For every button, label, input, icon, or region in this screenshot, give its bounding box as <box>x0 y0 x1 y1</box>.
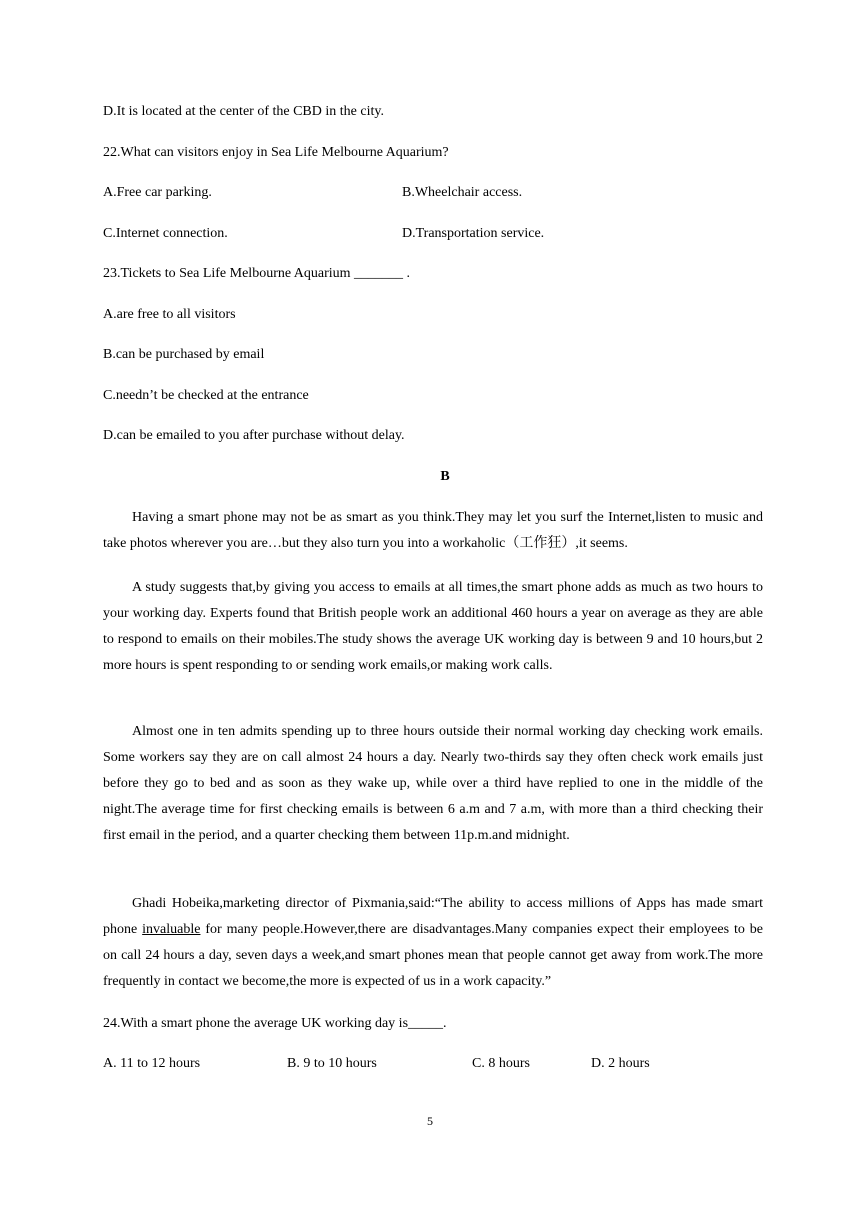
q21-option-d: D.It is located at the center of the CBD in the city. <box>103 104 384 119</box>
q22-option-c: C.Internet connection. <box>103 226 228 241</box>
paragraph-4 <box>103 891 763 995</box>
q23-option-c: C.needn’t be checked at the entrance <box>103 388 309 403</box>
paragraph-4-text-start: Ghadi Hobeika,marketing director of Pixmania,said:“The ability to access millions of Apps has made smart phone <box>103 896 763 937</box>
q22-question: 22.What can visitors enjoy in Sea Life Melbourne Aquarium? <box>103 145 449 160</box>
page-number: 5 <box>427 1114 433 1128</box>
q24-option-b: B. 9 to 10 hours <box>287 1056 377 1071</box>
q24-option-d: D. 2 hours <box>591 1056 650 1071</box>
q24-question: 24.With a smart phone the average UK working day is_____. <box>103 1016 447 1031</box>
q23-option-a: A.are free to all visitors <box>103 307 236 322</box>
paragraph-3: Almost one in ten admits spending up to three hours outside their normal working day checking work emails. Some workers say they are on call almost 24 hours a day. Nearly two-thirds say they often check work emails just before they go to bed and as soon as they wake up, while over a third have replied to one in the middle of the night.The average time for first checking emails is between 6 a.m and 7 a.m, with more than a third checking their first email in the period, and a quarter checking them between 11p.m.and midnight. <box>103 724 763 843</box>
q23-option-d: D.can be emailed to you after purchase without delay. <box>103 428 405 443</box>
paragraph-1: Having a smart phone may not be as smart as you think.They may let you surf the Internet,listen to music and take photos wherever you are…but they also turn you into a workaholic（工作狂）,it seems. <box>103 510 763 551</box>
underlined-word: invaluable <box>142 922 201 937</box>
paragraph-2: A study suggests that,by giving you access to emails at all times,the smart phone adds as much as two hours to your working day. Experts found that British people work an additional 460 hours a year on average as they are able to respond to emails on their mobiles.The study shows the average UK working day is between 9 and 10 hours,but 2 more hours is spent responding to or sending work emails,or making work calls. <box>103 580 763 673</box>
q22-option-a: A.Free car parking. <box>103 185 212 200</box>
section-heading: B <box>440 469 450 484</box>
q22-option-b: B.Wheelchair access. <box>402 185 523 200</box>
q24-option-a: A. 11 to 12 hours <box>103 1056 201 1071</box>
q23-question: 23.Tickets to Sea Life Melbourne Aquarium _______ . <box>103 266 411 281</box>
q24-option-c: C. 8 hours <box>472 1056 530 1071</box>
q22-option-d: D.Transportation service. <box>402 226 545 241</box>
q23-option-b: B.can be purchased by email <box>103 347 265 362</box>
paragraph-4-text-end: for many people.However,there are disadvantages.Many companies expect their employees to be on call 24 hours a day, seven days a week,and smart phones mean that people cannot get away from work.The more frequently in contact we become,the more is expected of us in a work capacity.” <box>103 922 763 989</box>
